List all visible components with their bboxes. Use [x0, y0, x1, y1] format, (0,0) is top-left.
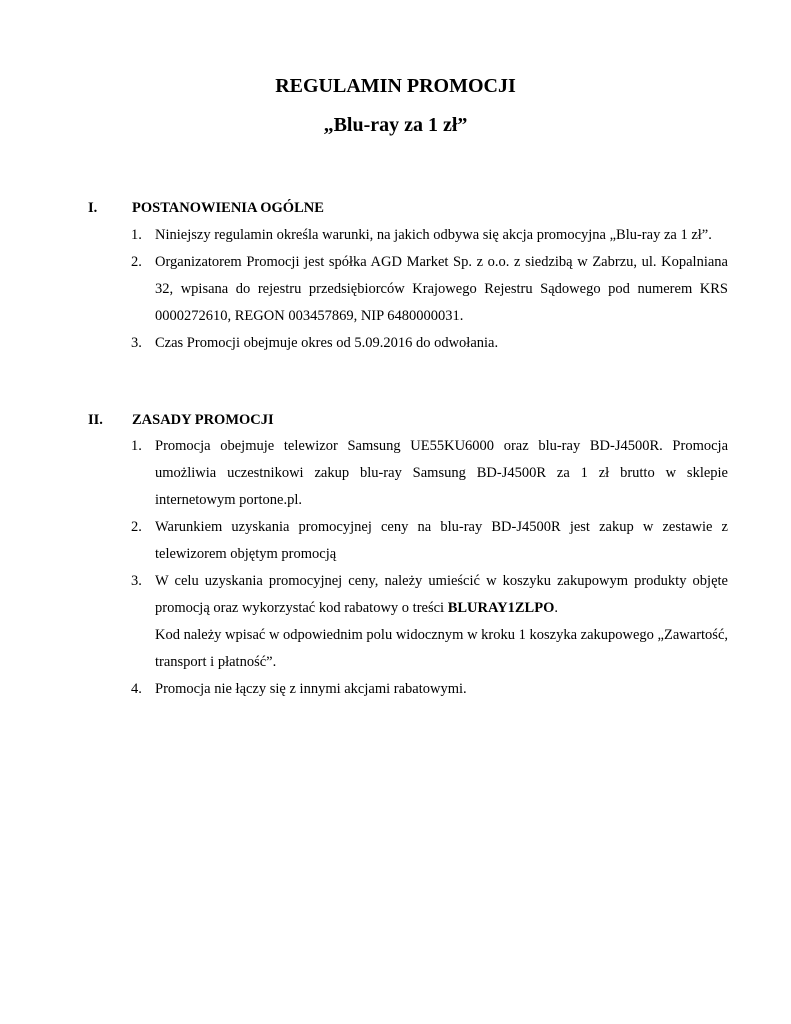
section-numeral: II. [88, 412, 103, 428]
section-title: ZASADY PROMOCJI [132, 412, 274, 428]
list-item [131, 514, 728, 568]
list-item [131, 249, 728, 330]
list-item [131, 676, 728, 703]
item-number: 1. [131, 227, 142, 243]
item-text: Promocja obejmuje telewizor Samsung UE55KU6000 oraz blu-ray BD-J4500R. Promocja umożliwia uczestnikowi zakup blu-ray Samsung BD-J4500R za 1 zł brutto w sklepie internetowym portone.pl. [155, 438, 728, 508]
item-text: Organizatorem Promocji jest spółka AGD Market Sp. z o.o. z siedzibą w Zabrzu, ul. Kopalniana 32, wpisana do rejestru przedsiębiorców Krajowego Rejestru Sądowego pod numerem KRS 0000272610, REGON 003457869, NIP 6480000031. [155, 254, 728, 324]
section-title: POSTANOWIENIA OGÓLNE [132, 200, 324, 216]
section-heading-general [88, 198, 324, 218]
section-list-rules [131, 433, 728, 703]
item-number: 2. [131, 519, 142, 535]
item-number: 4. [131, 681, 142, 697]
item-text: Warunkiem uzyskania promocyjnej ceny na blu-ray BD-J4500R jest zakup w zestawie z telewizorem objętym promocją [155, 519, 728, 562]
discount-code: BLURAY1ZLPO [447, 600, 555, 616]
section-heading-rules [88, 410, 274, 430]
item-text-end: . [554, 600, 558, 616]
item-text: Promocja nie łączy się z innymi akcjami rabatowymi. [155, 681, 467, 697]
document-subtitle: „Blu-ray za 1 zł” [323, 114, 468, 136]
list-item [131, 568, 728, 676]
list-item [131, 433, 728, 514]
item-text: Czas Promocji obejmuje okres od 5.09.2016 do odwołania. [155, 335, 499, 351]
item-text-extra: Kod należy wpisać w odpowiednim polu widocznym w kroku 1 koszyka zakupowego „Zawartość, transport i płatność”. [155, 627, 729, 670]
item-number: 3. [131, 335, 142, 351]
list-item [131, 330, 728, 357]
item-number: 1. [131, 438, 142, 454]
item-text: Niniejszy regulamin określa warunki, na jakich odbywa się akcja promocyjna „Blu-ray za 1 zł”. [155, 227, 712, 243]
item-text: W celu uzyskania promocyjnej ceny, należy umieścić w koszyku zakupowym produkty objęte promocją oraz wykorzystać kod rabatowy o treści [155, 573, 728, 616]
document-title: REGULAMIN PROMOCJI [275, 75, 516, 97]
item-number: 3. [131, 573, 142, 589]
list-item [131, 222, 728, 249]
section-numeral: I. [88, 200, 98, 216]
item-number: 2. [131, 254, 142, 270]
section-list-general [131, 222, 728, 357]
